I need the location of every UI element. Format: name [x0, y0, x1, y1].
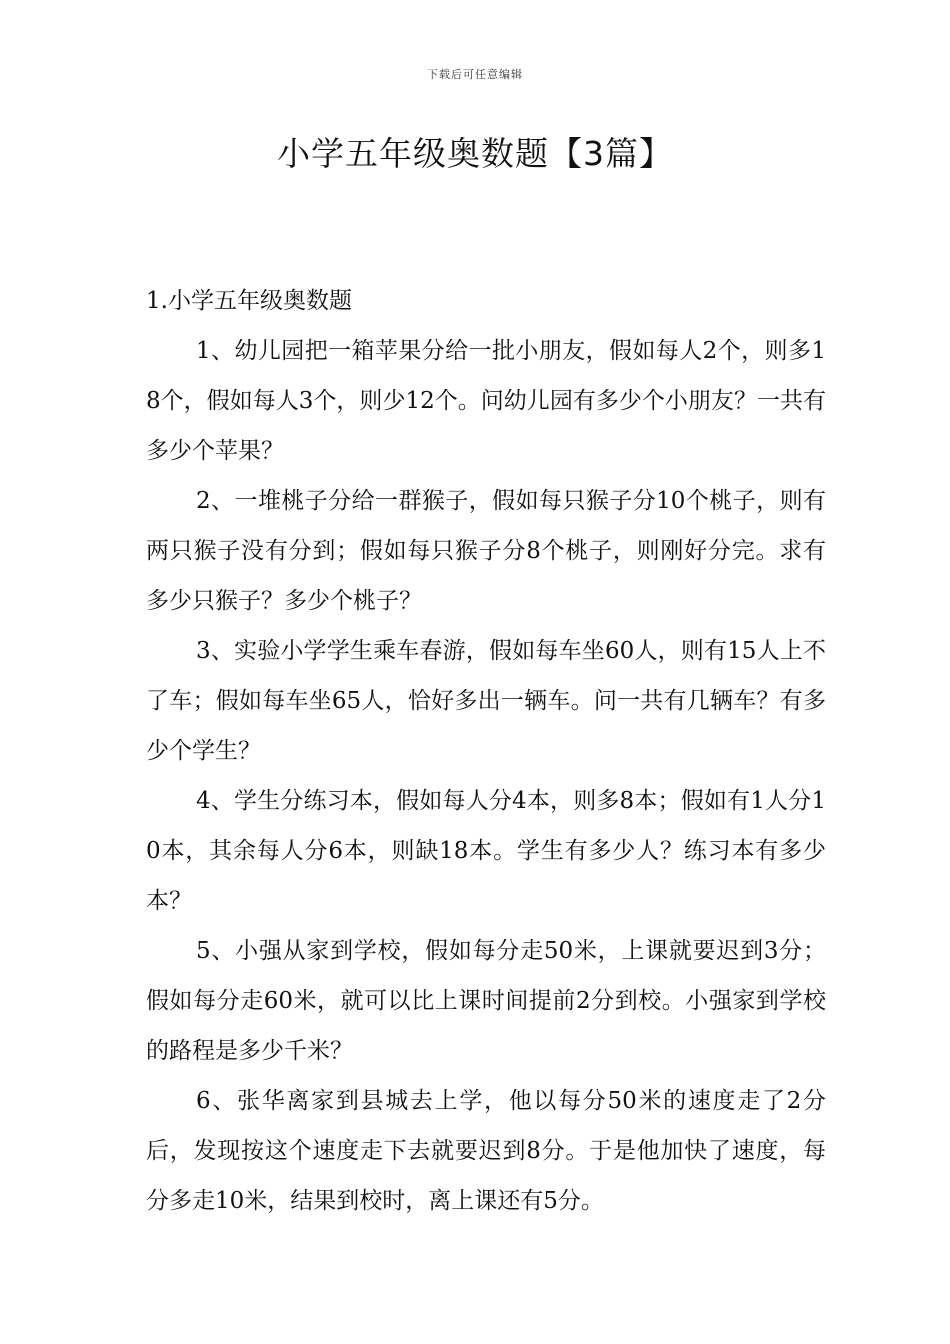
section-heading: 1.小学五年级奥数题	[146, 288, 352, 314]
problem-5: 5、小强从家到学校，假如每分走50米，上课就要迟到3分；假如每分走60米，就可以比上课时间提前2分到校。小强家到学校的路程是多少千米？	[146, 938, 826, 1064]
document-title: 小学五年级奥数题【3篇】	[277, 134, 673, 173]
problem-4: 4、学生分练习本，假如每人分4本，则多8本；假如有1人分10本，其余每人分6本，则缺18本。学生有多少人？练习本有多少本？	[146, 788, 826, 914]
problem-3: 3、实验小学学生乘车春游，假如每车坐60人，则有15人上不了车；假如每车坐65人，恰好多出一辆车。问一共有几辆车？有多少个学生？	[146, 638, 826, 764]
header-note: 下载后可任意编辑	[427, 68, 523, 81]
problem-6: 6、张华离家到县城去上学，他以每分50米的速度走了2分后，发现按这个速度走下去就要迟到8分。于是他加快了速度，每分多走10米，结果到校时，离上课还有5分。	[146, 1088, 826, 1214]
problem-1: 1、幼儿园把一箱苹果分给一批小朋友，假如每人2个，则多18个，假如每人3个，则少12个。问幼儿园有多少个小朋友？一共有多少个苹果？	[146, 338, 826, 464]
problem-2: 2、一堆桃子分给一群猴子，假如每只猴子分10个桃子，则有两只猴子没有分到；假如每只猴子分8个桃子，则刚好分完。求有多少只猴子？多少个桃子？	[146, 488, 826, 614]
document-body	[146, 276, 826, 1226]
